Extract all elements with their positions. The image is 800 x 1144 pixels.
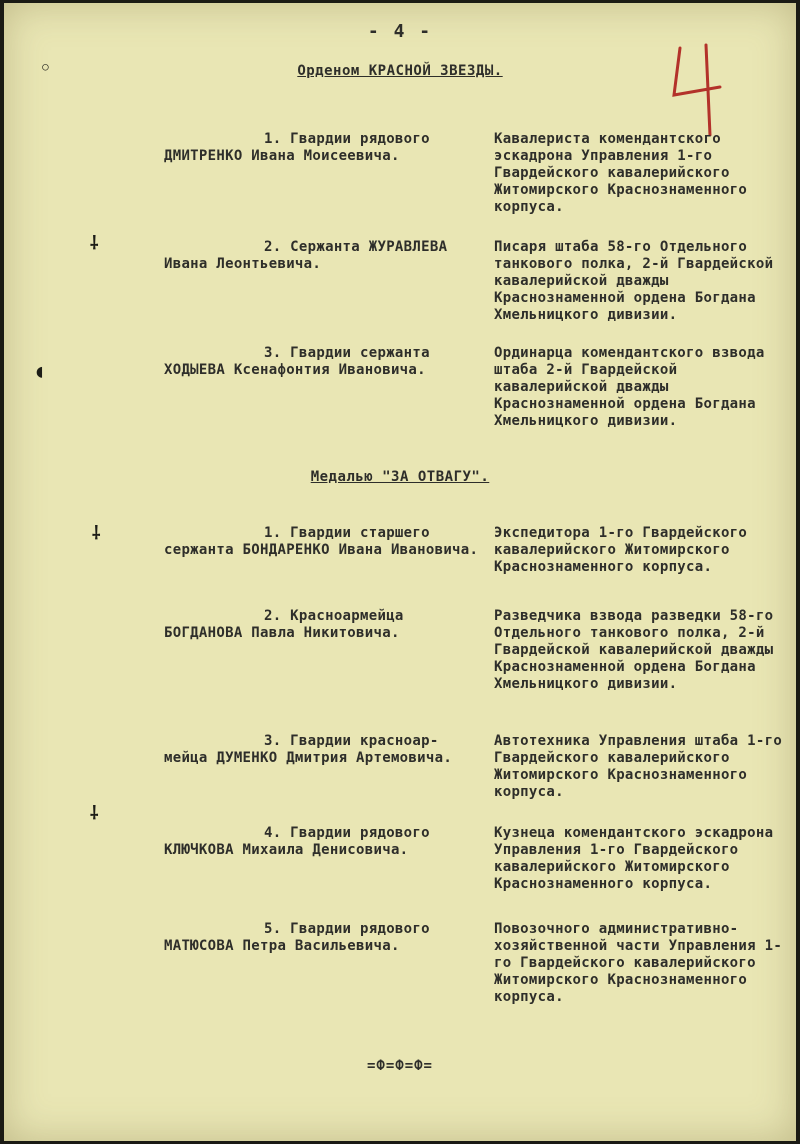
recipient-name: 5. Гвардии рядового МАТЮСОВА Петра Васильевича. [164, 921, 430, 954]
punch-hole-mark: ◖ [34, 361, 45, 382]
recipient-position: Кавалериста комендантского эскадрона Управления 1-го Гвардейского кавалерийского Житомирского Краснознаменного корпуса. [494, 131, 748, 215]
punch-hole-mark: ◦ [40, 58, 51, 79]
recipient-name: 3. Гвардии сержанта ХОДЫЕВА Ксенафонтия Ивановича. [164, 345, 430, 378]
document-page [4, 3, 796, 1141]
recipient-name: 2. Красноармейца БОГДАНОВА Павла Никитовича. [164, 608, 404, 641]
recipient-name: 3. Гвардии красноар- мейца ДУМЕНКО Дмитрия Артемовича. [164, 733, 453, 766]
recipient-position: Писаря штаба 58-го Отдельного танкового полка, 2-й Гвардейской кавалерийской дважды Краснознаменной ордена Богдана Хмельницкого дивизии. [494, 239, 774, 323]
recipient-position: Кузнеца комендантского эскадрона Управления 1-го Гвардейского кавалерийского Житомирского Краснознаменного корпуса. [494, 825, 774, 892]
punch-hole-mark: ⸸ [90, 803, 99, 824]
recipient-position: Ординарца комендантского взвода штаба 2-й Гвардейской кавалерийской дважды Краснознаменной ордена Богдана Хмельницкого дивизии. [494, 345, 765, 429]
recipient-position: Экспедитора 1-го Гвардейского кавалерийского Житомирского Краснознаменного корпуса. [494, 525, 748, 575]
page-number: - 4 - [367, 21, 433, 42]
recipient-position: Повозочного административно-хозяйственной части Управления 1-го Гвардейского кавалерийского Житомирского Краснознаменного корпуса. [494, 921, 783, 1005]
recipient-position: Автотехника Управления штаба 1-го Гвардейского кавалерийского Житомирского Краснознаменного корпуса. [494, 733, 783, 800]
recipient-name: 4. Гвардии рядового КЛЮЧКОВА Михаила Денисовича. [164, 825, 430, 858]
handwritten-page-mark [666, 43, 726, 138]
document-end-mark: =Ф=Ф=Ф= [366, 1058, 433, 1074]
section-heading-medal-for-courage: Медалью "ЗА ОТВАГУ". [310, 469, 490, 485]
recipient-name: 2. Сержанта ЖУРАВЛЕВА Ивана Леонтьевича. [164, 239, 448, 272]
recipient-name: 1. Гвардии рядового ДМИТРЕНКО Ивана Моисеевича. [164, 131, 430, 164]
section-heading-order-red-star: Орденом КРАСНОЙ ЗВЕЗДЫ. [297, 63, 503, 79]
recipient-position: Разведчика взвода разведки 58-го Отдельного танкового полка, 2-й Гвардейской кавалерийской дважды Краснознаменной ордена Богдана Хмельницкого дивизии. [494, 608, 774, 692]
punch-hole-mark: ⸸ [90, 233, 99, 254]
punch-hole-mark: ⸸ [92, 523, 101, 544]
recipient-name: 1. Гвардии старшего сержанта БОНДАРЕНКО Ивана Ивановича. [164, 525, 479, 558]
